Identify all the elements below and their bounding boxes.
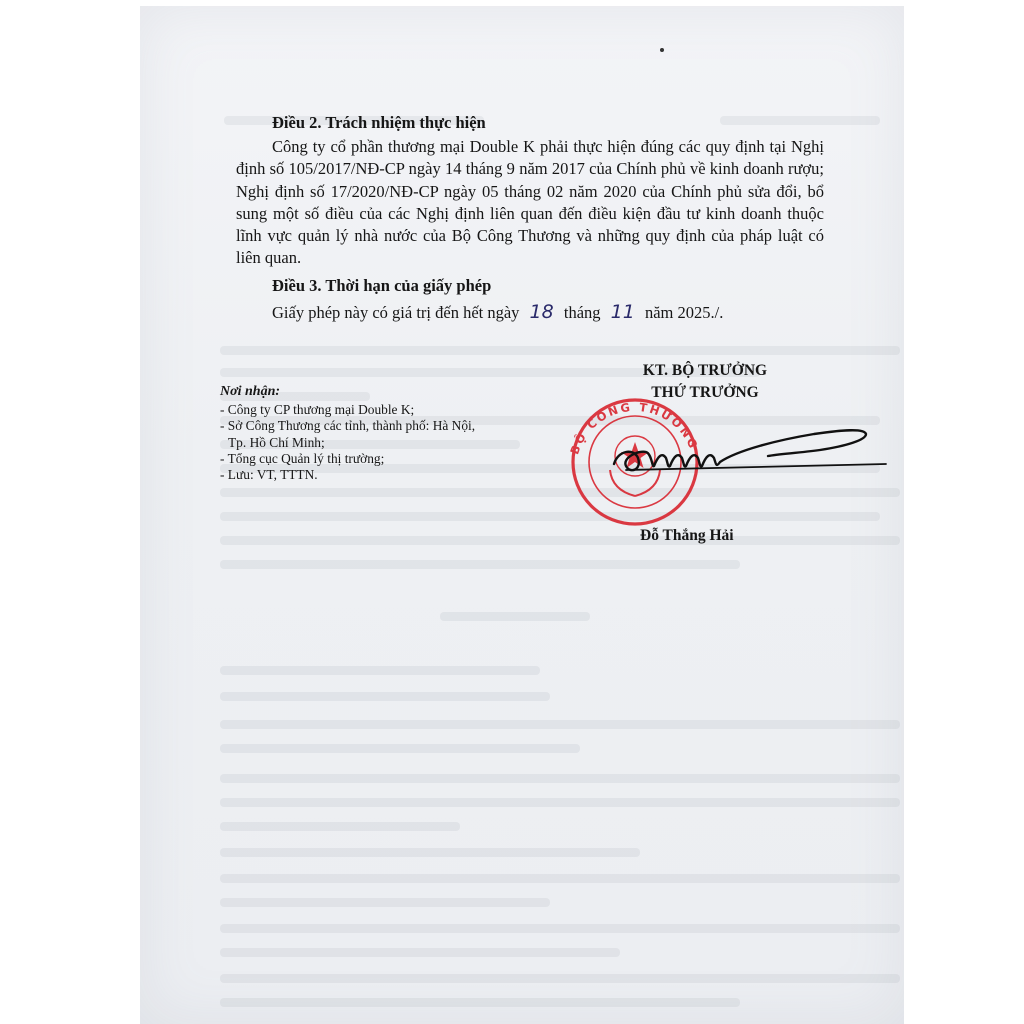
signatory-line-1: KT. BỘ TRƯỞNG: [642, 362, 768, 379]
recipients-title: Nơi nhận:: [220, 384, 281, 399]
validity-day: 18: [529, 301, 554, 323]
handwritten-signature: [608, 422, 890, 490]
recipients-block: [220, 384, 475, 483]
validity-month: 11: [610, 301, 635, 323]
validity-line: [272, 301, 723, 324]
validity-year: năm 2025./.: [644, 303, 724, 322]
recipient-item: - Tổng cục Quản lý thị trường;: [220, 450, 385, 466]
seal-text: BỘ CÔNG THƯƠNG: [567, 399, 702, 457]
recipient-item: Tp. Hồ Chí Minh;: [228, 434, 325, 450]
recipient-item: - Công ty CP thương mại Double K;: [220, 402, 415, 418]
validity-prefix: Giấy phép này có giá trị đến hết ngày: [272, 303, 520, 322]
signatory-line-2: THỨ TRƯỞNG: [651, 384, 759, 401]
recipient-item: - Lưu: VT, TTTN.: [220, 467, 318, 483]
recipients-list: [220, 402, 475, 483]
article-3-heading: Điều 3. Thời hạn của giấy phép: [272, 276, 492, 295]
signer-name: Đỗ Thắng Hải: [640, 527, 734, 544]
article-2-heading: Điều 2. Trách nhiệm thực hiện: [272, 113, 486, 132]
speck: [660, 48, 664, 52]
article-2-body: Công ty cổ phần thương mại Double K phải thực hiện đúng các quy định tại Nghị định số 105/2017/NĐ-CP ngày 14 tháng 9 năm 2017 của Chính phủ về kinh doanh rượu; Nghị định số 17/2020/NĐ-CP ngày 05 tháng 02 năm 2020 của Chính phủ sửa đổi, bổ sung một số điều của các Nghị định liên quan đến điều kiện đầu tư kinh doanh thuộc lĩnh vực quản lý nhà nước của Bộ Công Thương và những quy định của pháp luật có liên quan.: [236, 137, 824, 268]
validity-month-label: tháng: [563, 303, 601, 322]
recipient-item: - Sở Công Thương các tỉnh, thành phố: Hà Nội,: [220, 418, 476, 434]
